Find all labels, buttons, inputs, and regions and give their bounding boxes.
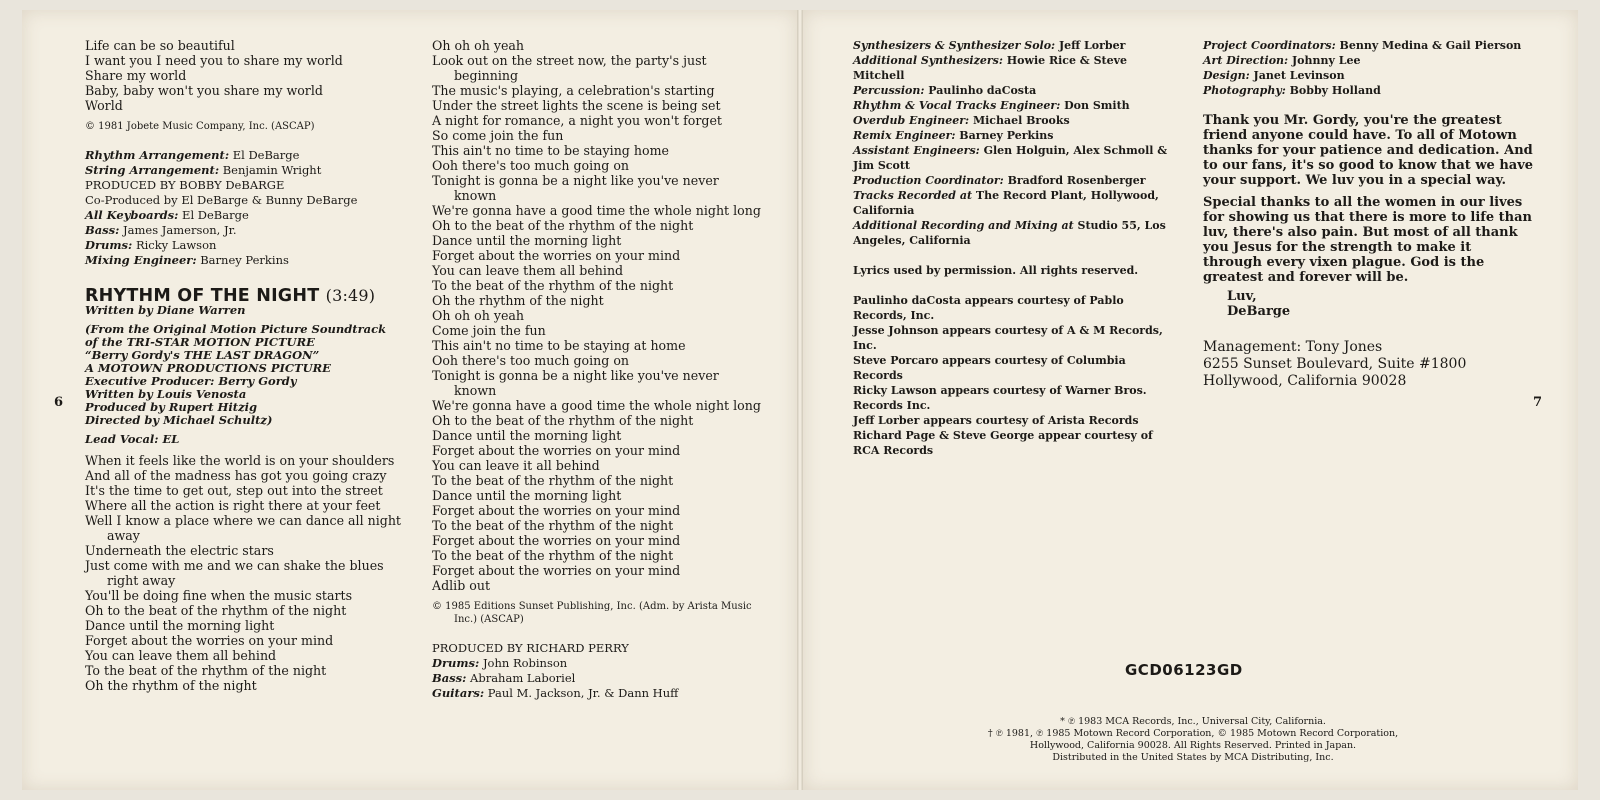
credit-name: Barney Perkins <box>959 129 1054 142</box>
song-info-line: Directed by Michael Schultz) <box>85 413 273 427</box>
legal-line: † ℗ 1981, ℗ 1985 Motown Record Corporation, © 1985 Motown Record Corporation, <box>987 728 1399 739</box>
credit-role: Assistant Engineers: <box>853 144 980 157</box>
page-number: 7 <box>1533 395 1543 410</box>
credit-name: Johnny Lee <box>1291 54 1361 67</box>
credit-line <box>432 641 762 656</box>
thanks-paragraph: Thank you Mr. Gordy, you're the greatest friend anyone could have. To all of Motown thanks for your patience and dedication. And to our fans, it's so good to know that we have your support. We luv you in a special way. <box>1203 113 1534 188</box>
song-info <box>85 304 405 446</box>
credit-line <box>853 128 1173 143</box>
song-info-line: Executive Producer: Berry Gordy <box>85 374 297 388</box>
song-info-line: Written by Louis Venosta <box>85 387 247 401</box>
credit-role: Rhythm Arrangement: <box>85 148 230 162</box>
song-title-text: RHYTHM OF THE NIGHT <box>85 286 320 306</box>
song-duration: (3:49) <box>325 286 376 305</box>
credit-name: Co-Produced by El DeBarge & Bunny DeBarge <box>85 193 358 207</box>
right-page <box>803 10 1578 790</box>
credit-role: Design: <box>1203 69 1250 82</box>
lyric-line: Baby, baby won't you share my world <box>85 83 323 98</box>
lyric-line: Dance until the morning light <box>432 428 622 443</box>
lyric-line: And all of the madness has got you going crazy <box>85 468 387 483</box>
credit-role: Drums: <box>85 238 133 252</box>
credit-line <box>853 38 1173 53</box>
credit-line <box>85 193 405 208</box>
lyric-line: Adlib out <box>432 578 491 593</box>
credit-role: Additional Recording and Mixing at <box>853 219 1074 232</box>
lyric-line: To the beat of the rhythm of the night <box>432 518 674 533</box>
lyric-line: Life can be so beautiful <box>85 38 235 53</box>
credit-role: Percussion: <box>853 84 925 97</box>
lyric-line: Come join the fun <box>432 323 546 338</box>
courtesy-line: Paulinho daCosta appears courtesy of Pablo Records, Inc. <box>853 294 1124 322</box>
credit-name: El DeBarge <box>182 208 249 222</box>
credit-name: El DeBarge <box>232 148 300 162</box>
lyric-line: To the beat of the rhythm of the night <box>85 663 327 678</box>
lyric-line: Oh oh oh yeah <box>432 308 525 323</box>
lyric-line: Oh to the beat of the rhythm of the night <box>432 218 694 233</box>
credit-name: Benny Medina & Gail Pierson <box>1339 39 1522 52</box>
lyric-line: Oh oh oh yeah <box>432 38 525 53</box>
song-info-line: of the TRI-STAR MOTION PICTURE <box>85 335 315 349</box>
lyric-line: Oh the rhythm of the night <box>432 293 604 308</box>
lyric-line: To the beat of the rhythm of the night <box>432 278 674 293</box>
lyric-line: Underneath the electric stars <box>85 543 274 558</box>
credit-line <box>85 238 405 253</box>
lyric-line: Share my world <box>85 68 187 83</box>
song-info-line: A MOTOWN PRODUCTIONS PICTURE <box>85 361 331 375</box>
lyric-line: Oh to the beat of the rhythm of the night <box>85 603 347 618</box>
lyric-line: Forget about the worries on your mind <box>432 563 681 578</box>
credits-block <box>1203 38 1533 98</box>
song-info-line: Written by Diane Warren <box>85 303 246 317</box>
credit-role: Production Coordinator: <box>853 174 1004 187</box>
left-column-1 <box>85 38 405 693</box>
lyric-line: We're gonna have a good time the whole night long <box>432 398 761 413</box>
thanks-paragraph: Special thanks to all the women in our lives for showing us that there is more to life than luv, there's also pain. But most of all thank you Jesus for the strength to make it through every vixen plague. God is the greatest and forever will be. <box>1203 195 1533 285</box>
credit-line <box>853 113 1173 128</box>
credit-line <box>85 148 405 163</box>
courtesy-line: Jesse Johnson appears courtesy of A & M Records, Inc. <box>853 324 1163 352</box>
courtesy-line: Jeff Lorber appears courtesy of Arista Records <box>853 414 1139 427</box>
credit-role: Drums: <box>432 656 480 670</box>
credit-line <box>85 163 405 178</box>
management-line: Hollywood, California 90028 <box>1203 373 1407 389</box>
lyric-line: Tonight is gonna be a night like you've never known <box>432 173 719 203</box>
credit-line <box>85 223 405 238</box>
credit-name: Barney Perkins <box>200 253 289 267</box>
credit-line <box>432 686 762 701</box>
credit-line <box>1203 68 1533 83</box>
courtesy-line: Ricky Lawson appears courtesy of Warner Bros. Records Inc. <box>853 384 1147 412</box>
lyric-line: When it feels like the world is on your shoulders <box>85 453 395 468</box>
credit-name: Abraham Laboriel <box>470 671 576 685</box>
credit-role: Rhythm & Vocal Tracks Engineer: <box>853 99 1061 112</box>
credit-line <box>1203 38 1533 53</box>
credit-name: Michael Brooks <box>972 114 1070 127</box>
lyric-line: Look out on the street now, the party's just beginning <box>432 53 707 83</box>
credit-line <box>853 218 1173 248</box>
lyric-line: To the beat of the rhythm of the night <box>432 548 674 563</box>
lyrics-block <box>85 38 405 113</box>
credit-name: PRODUCED BY RICHARD PERRY <box>432 641 629 655</box>
lyric-line: This ain't no time to be staying at home <box>432 338 686 353</box>
legal-line: Distributed in the United States by MCA Distributing, Inc. <box>1052 752 1334 763</box>
credit-role: Art Direction: <box>1203 54 1289 67</box>
lyric-line: You can leave them all behind <box>85 648 277 663</box>
copyright-note: © 1981 Jobete Music Company, Inc. (ASCAP) <box>85 121 315 132</box>
left-column-2 <box>432 38 762 701</box>
credit-line <box>853 98 1173 113</box>
lyric-line: Forget about the worries on your mind <box>432 248 681 263</box>
credit-name: Glen Holguin, Alex Schmoll & Jim Scott <box>853 144 1168 172</box>
credit-line <box>85 178 405 193</box>
credit-role: Bass: <box>85 223 120 237</box>
credit-line <box>853 83 1173 98</box>
credit-line <box>432 656 762 671</box>
song-info-line: Lead Vocal: EL <box>85 432 180 446</box>
lyric-line: Dance until the morning light <box>432 233 622 248</box>
credit-name: PRODUCED BY BOBBY DeBARGE <box>85 178 285 192</box>
lyric-line: Just come with me and we can shake the blues right away <box>85 558 384 588</box>
lyric-line: You can leave them all behind <box>432 263 624 278</box>
lyric-line: A night for romance, a night you won't forget <box>432 113 722 128</box>
lyric-line: Ooh there's too much going on <box>432 353 630 368</box>
signoff-name: DeBarge <box>1227 304 1291 319</box>
song-info-line: (From the Original Motion Picture Soundtrack <box>85 322 387 336</box>
credit-name: Janet Levinson <box>1253 69 1345 82</box>
courtesy-line: Richard Page & Steve George appear courtesy of RCA Records <box>853 429 1153 457</box>
credit-line <box>853 173 1173 188</box>
lyric-line: Forget about the worries on your mind <box>432 443 681 458</box>
legal-line: Hollywood, California 90028. All Rights Reserved. Printed in Japan. <box>1029 740 1357 751</box>
management-line: Management: Tony Jones <box>1203 339 1383 355</box>
lyrics-block <box>85 453 405 693</box>
lyric-line: Well I know a place where we can dance all night away <box>85 513 401 543</box>
credit-line <box>85 208 405 223</box>
credit-name: Howie Rice & Steve Mitchell <box>853 54 1127 82</box>
credit-name: Benjamin Wright <box>222 163 322 177</box>
credit-name: James Jamerson, Jr. <box>123 223 237 237</box>
song-info-line: Produced by Rupert Hitzig <box>85 400 258 414</box>
lyrics-block <box>432 38 762 593</box>
credit-line <box>853 143 1173 173</box>
lyric-line: Ooh there's too much going on <box>432 158 630 173</box>
credit-role: Tracks Recorded at <box>853 189 973 202</box>
song-title <box>85 288 405 304</box>
credit-line <box>853 188 1173 218</box>
lyric-line: We're gonna have a good time the whole night long <box>432 203 761 218</box>
credit-name: The Record Plant, Hollywood, California <box>853 189 1159 217</box>
credit-role: Photography: <box>1203 84 1286 97</box>
credit-role: Mixing Engineer: <box>85 253 197 267</box>
credit-name: Paul M. Jackson, Jr. & Dann Huff <box>487 686 679 700</box>
lyric-line: To the beat of the rhythm of the night <box>432 473 674 488</box>
credit-line <box>1203 83 1533 98</box>
credit-line <box>853 53 1173 83</box>
credits-block <box>853 38 1173 248</box>
lyric-line: Tonight is gonna be a night like you've never known <box>432 368 719 398</box>
credit-role: All Keyboards: <box>85 208 179 222</box>
right-column-2 <box>1203 38 1533 390</box>
credits-block <box>85 148 405 268</box>
lyric-line: The music's playing, a celebration's starting <box>432 83 715 98</box>
lyric-line: Under the street lights the scene is being set <box>432 98 721 113</box>
credit-line <box>432 671 762 686</box>
legal-line: * ℗ 1983 MCA Records, Inc., Universal City, California. <box>1060 716 1326 727</box>
credit-role: Bass: <box>432 671 467 685</box>
credit-name: Paulinho daCosta <box>928 84 1037 97</box>
right-column-1 <box>853 38 1173 458</box>
lyric-line: It's the time to get out, step out into the street <box>85 483 383 498</box>
management-line: 6255 Sunset Boulevard, Suite #1800 <box>1203 356 1467 372</box>
lyric-line: Oh the rhythm of the night <box>85 678 257 693</box>
lyric-line: World <box>85 98 123 113</box>
catalog-number: GCD06123GD <box>1125 661 1243 679</box>
credit-name: Jeff Lorber <box>1058 39 1126 52</box>
credits-block <box>432 641 762 701</box>
courtesy-line: Steve Porcaro appears courtesy of Columbia Records <box>853 354 1126 382</box>
credit-role: Synthesizers & Synthesizer Solo: <box>853 39 1056 52</box>
lyric-line: Dance until the morning light <box>432 488 622 503</box>
credit-role: String Arrangement: <box>85 163 220 177</box>
legal-notice <box>923 716 1463 764</box>
credit-line <box>85 253 405 268</box>
management-block <box>1203 339 1533 390</box>
credit-role: Remix Engineer: <box>853 129 956 142</box>
credit-name: Don Smith <box>1064 99 1130 112</box>
credit-role: Guitars: <box>432 686 485 700</box>
signoff: Luv, <box>1227 289 1257 304</box>
lyric-line: Oh to the beat of the rhythm of the night <box>432 413 694 428</box>
lyric-line: You'll be doing fine when the music starts <box>85 588 353 603</box>
credit-role: Overdub Engineer: <box>853 114 970 127</box>
credit-name: Bradford Rosenberger <box>1007 174 1146 187</box>
lyric-line: This ain't no time to be staying home <box>432 143 669 158</box>
page-number: 6 <box>54 395 64 410</box>
credit-role: Project Coordinators: <box>1203 39 1336 52</box>
credit-name: Bobby Holland <box>1289 84 1381 97</box>
credit-role: Additional Synthesizers: <box>853 54 1003 67</box>
lyric-line: I want you I need you to share my world <box>85 53 343 68</box>
lyric-line: You can leave it all behind <box>432 458 600 473</box>
lyric-line: Forget about the worries on your mind <box>432 533 681 548</box>
lyric-line: Dance until the morning light <box>85 618 275 633</box>
lyric-line: So come join the fun <box>432 128 564 143</box>
lyric-line: Forget about the worries on your mind <box>432 503 681 518</box>
lyric-line: Where all the action is right there at your feet <box>85 498 381 513</box>
copyright-note: © 1985 Editions Sunset Publishing, Inc. (Adm. by Arista Music Inc.) (ASCAP) <box>432 601 752 625</box>
lyric-line: Forget about the worries on your mind <box>85 633 334 648</box>
permission-note: Lyrics used by permission. All rights reserved. <box>853 264 1139 277</box>
left-page <box>22 10 797 790</box>
credit-line <box>1203 53 1533 68</box>
song-info-line: “Berry Gordy's THE LAST DRAGON” <box>85 348 320 362</box>
credit-name: Studio 55, Los Angeles, California <box>853 219 1166 247</box>
credit-name: John Robinson <box>482 656 568 670</box>
courtesy-list <box>853 293 1173 458</box>
credit-name: Ricky Lawson <box>135 238 217 252</box>
